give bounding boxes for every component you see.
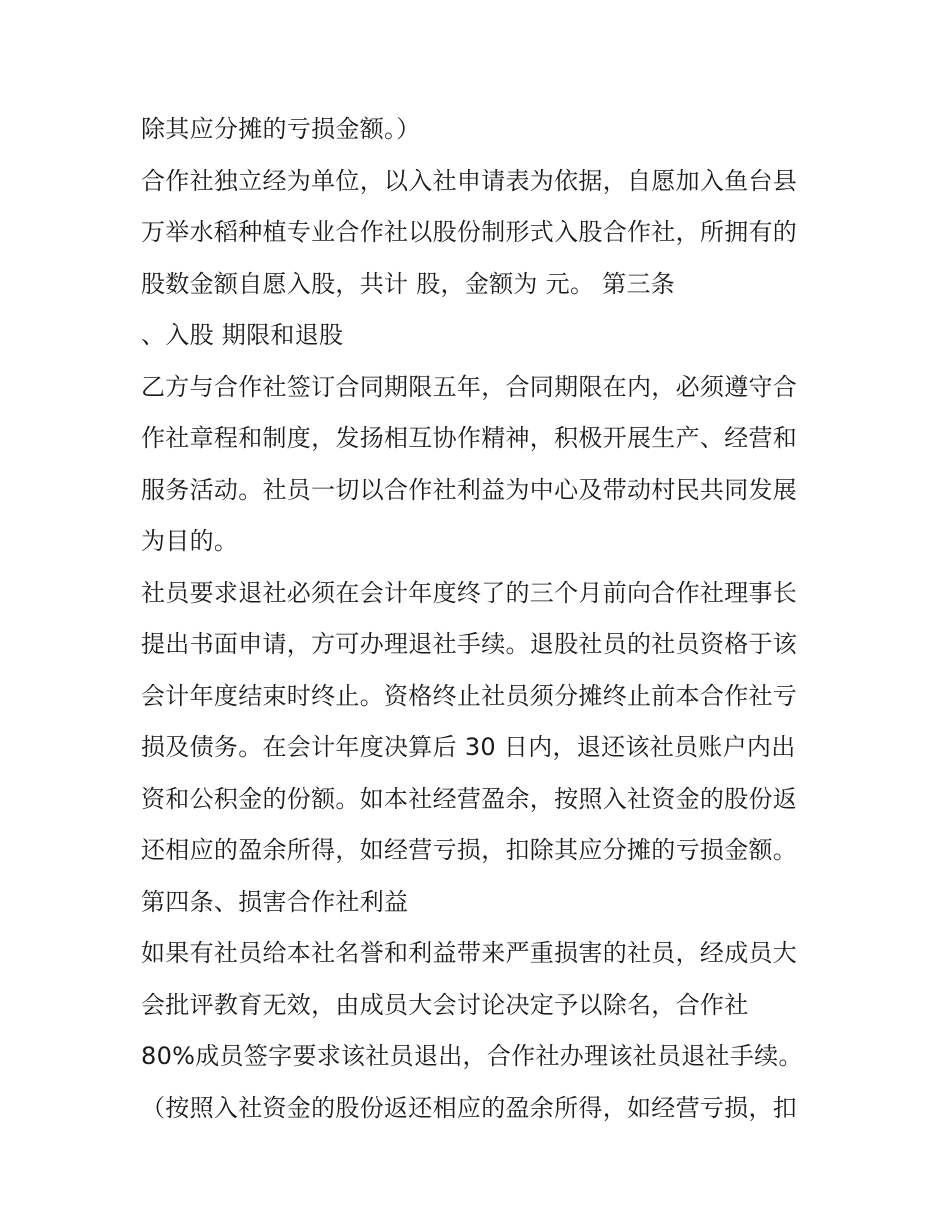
text-line: 乙方与合作社签订合同期限五年，合同期限在内，必须遵守合 xyxy=(141,372,798,401)
text-line: 会计年度结束时终止。资格终止社员须分摊终止前本合作社亏 xyxy=(141,681,798,710)
text-line: 合作社独立经为单位，以入社申请表为依据，自愿加入鱼台县 xyxy=(141,166,798,195)
body-text xyxy=(141,104,841,1134)
text-line: 如果有社员给本社名誉和利益带来严重损害的社员，经成员大 xyxy=(141,939,798,967)
text-line: 损及债务。在会计年度决算后 30 日内，退还该社员账户内出 xyxy=(141,733,796,761)
text-line: 除其应分摊的亏损金额。） xyxy=(141,115,421,143)
text-line: 会批评教育无效，由成员大会讨论决定予以除名，合作社 xyxy=(141,990,749,1019)
text-line: 还相应的盈余所得，如经营亏损，扣除其应分摊的亏损金额。 xyxy=(141,836,798,864)
text-line: 社员要求退社必须在会计年度终了的三个月前向合作社理事长 xyxy=(141,578,798,607)
text-line: 作社章程和制度，发扬相互协作精神，积极开展生产、经营和 xyxy=(141,424,798,452)
text-line: （按照入社资金的股份返还相应的盈余所得，如经营亏损，扣 xyxy=(141,1093,798,1122)
text-line: 提出书面申请，方可办理退社手续。退股社员的社员资格于该 xyxy=(141,630,798,658)
text-line: 第四条、损害合作社利益 xyxy=(141,887,409,916)
text-line: 80%成员签字要求该社员退出，合作社办理该社员退社手续。 xyxy=(141,1042,803,1070)
text-line: 万举水稻种植专业合作社以股份制形式入股合作社，所拥有的 xyxy=(141,218,798,246)
text-line: 资和公积金的份额。如本社经营盈余，按照入社资金的股份返 xyxy=(141,784,798,813)
text-line: 服务活动。社员一切以合作社利益为中心及带动村民共同发展 xyxy=(141,475,798,504)
text-line: 为目的。 xyxy=(141,527,239,555)
text-line: 股数金额自愿入股，共计 股，金额为 元。 第三条 xyxy=(141,269,676,298)
text-line: 、入股 期限和退股 xyxy=(141,321,344,349)
